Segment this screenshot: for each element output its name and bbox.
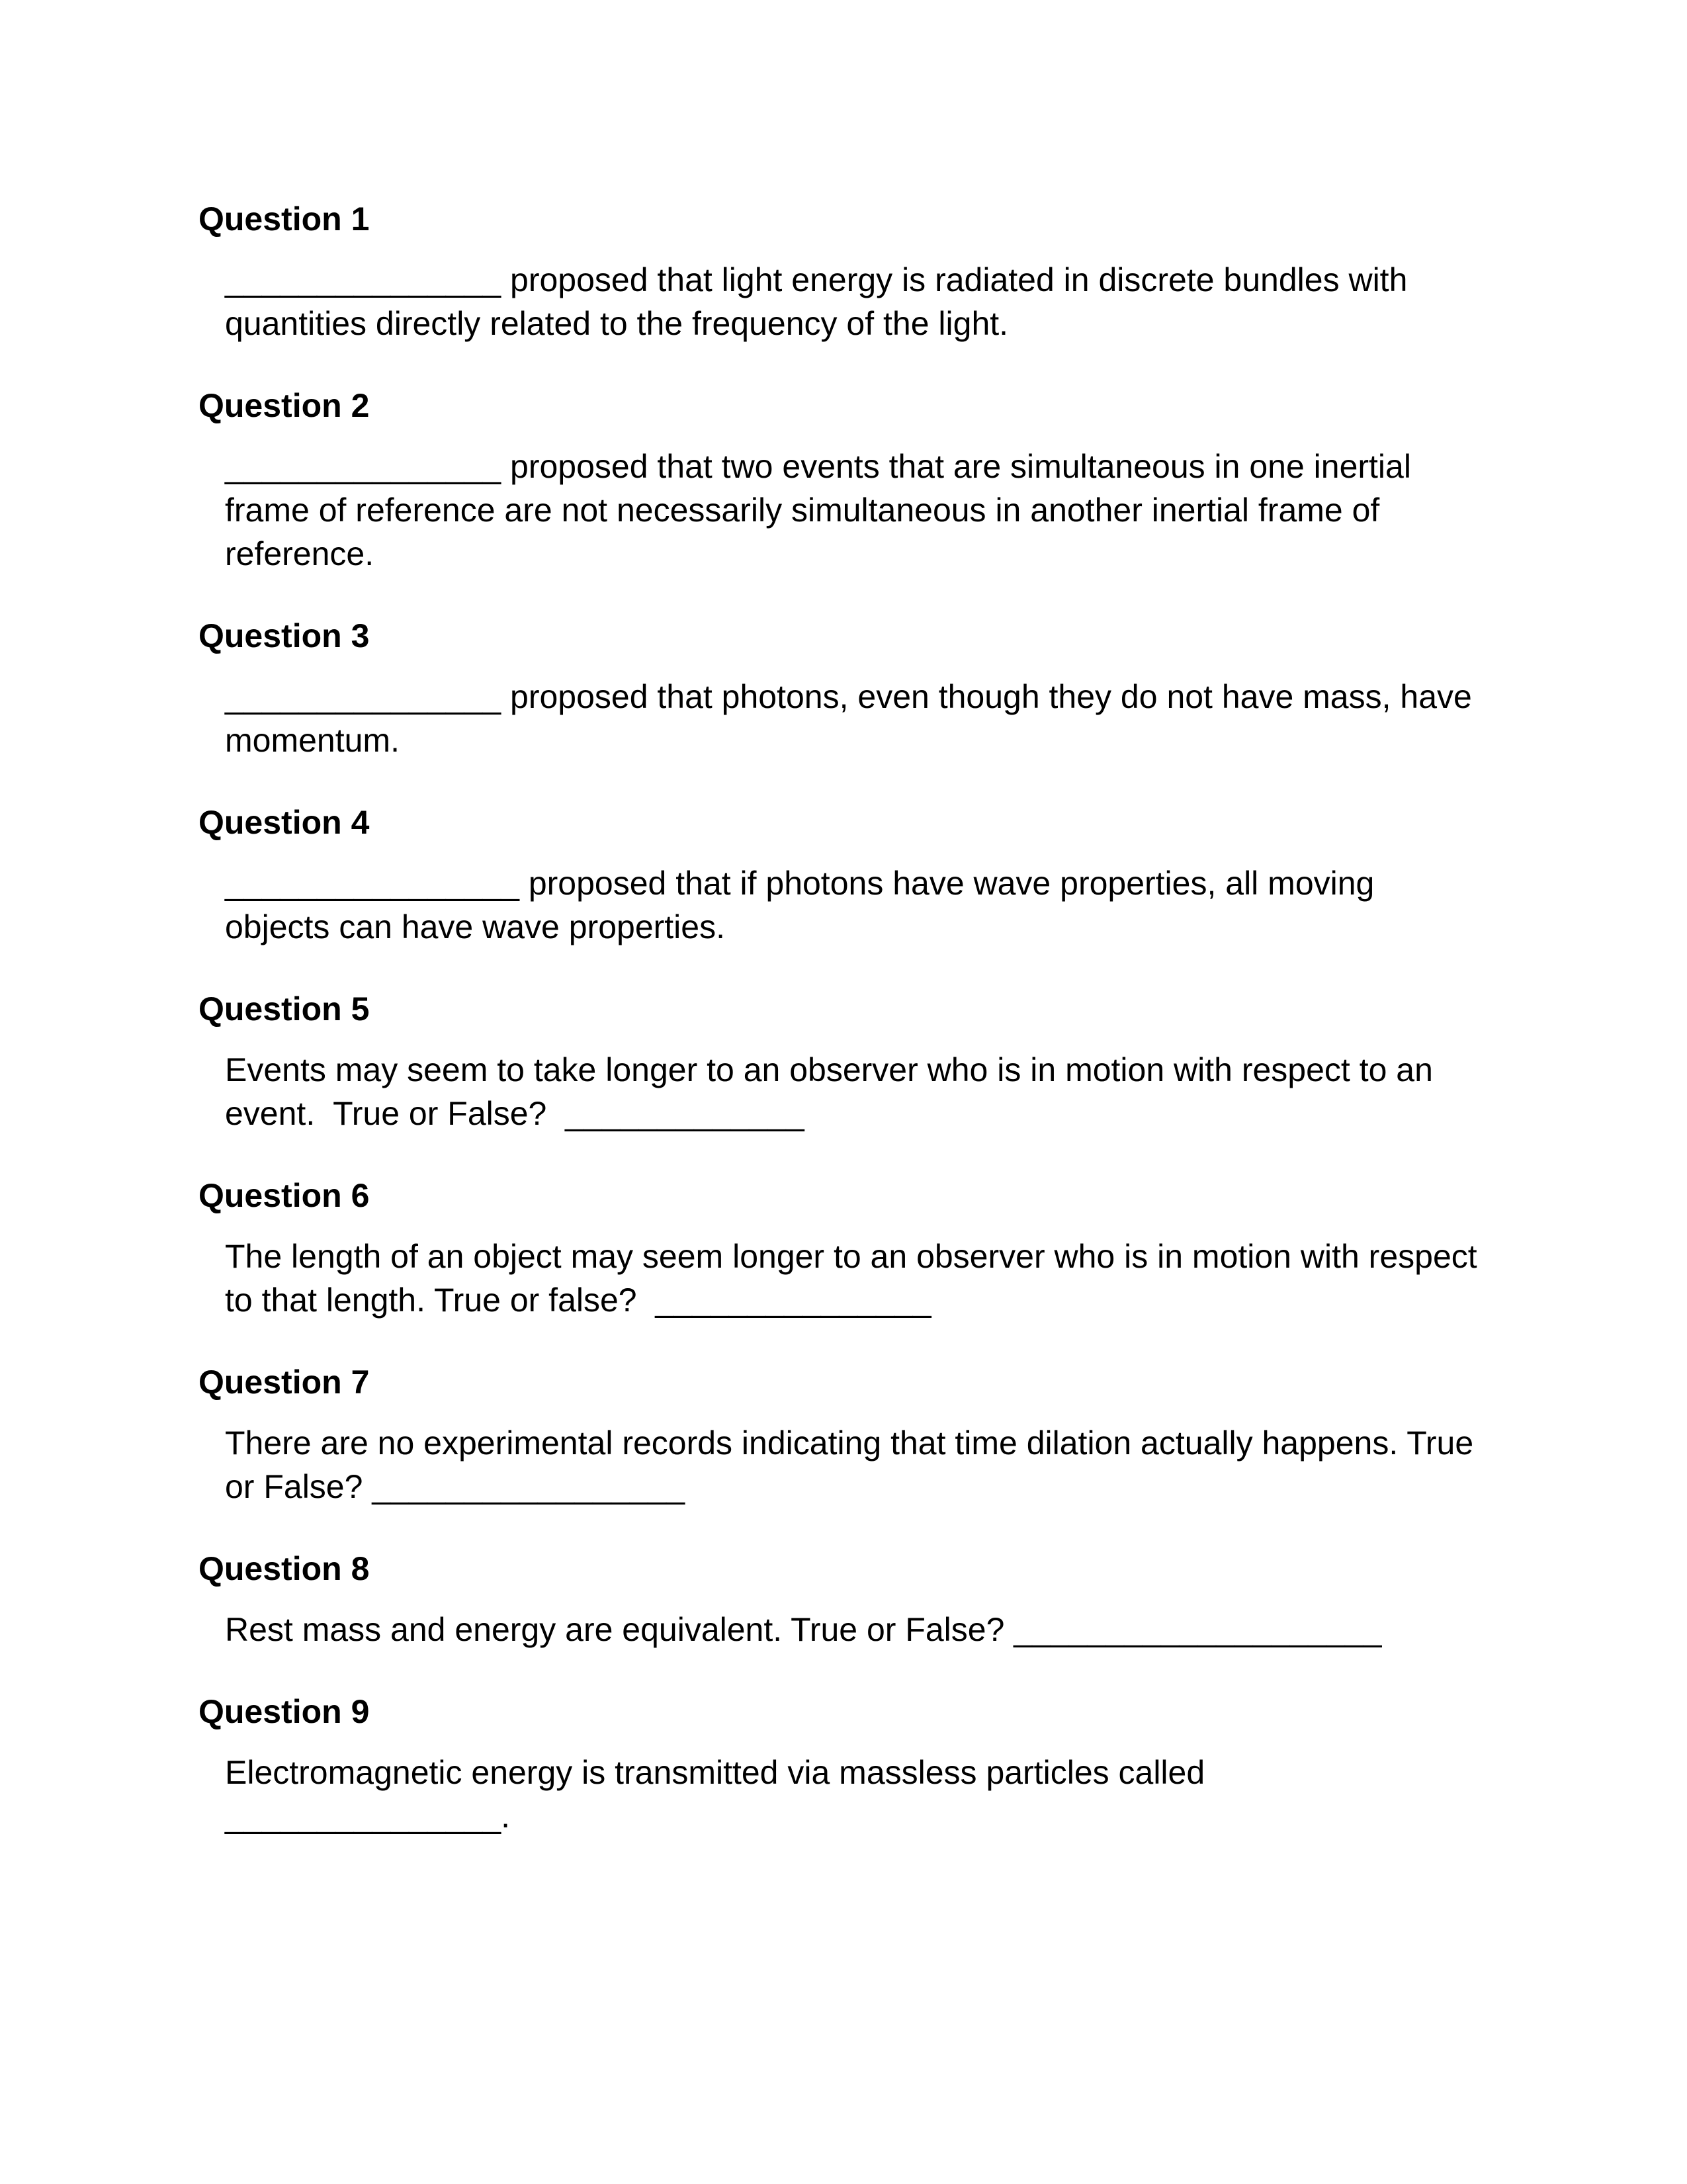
question-9 (198, 1691, 1495, 1838)
question-text: _______________ proposed that photons, even though they do not have mass, have momentum. (225, 678, 1472, 759)
question-title: Question 5 (198, 990, 370, 1027)
question-6 (198, 1175, 1495, 1322)
question-text: The length of an object may seem longer to an observer who is in motion with respect to that length. True or false? _______________ (225, 1238, 1477, 1319)
question-7 (198, 1362, 1495, 1508)
question-title: Question 6 (198, 1177, 370, 1214)
question-text: _______________ proposed that light energy is radiated in discrete bundles with quantities directly related to the frequency of the light. (225, 261, 1408, 342)
question-4 (198, 802, 1495, 949)
question-8 (198, 1548, 1495, 1651)
question-3 (198, 615, 1495, 762)
question-text: Events may seem to take longer to an observer who is in motion with respect to an event. True or False? _____________ (225, 1051, 1433, 1132)
question-1 (198, 198, 1495, 345)
question-5 (198, 988, 1495, 1135)
question-title: Question 8 (198, 1550, 370, 1587)
question-title: Question 2 (198, 387, 370, 424)
question-2 (198, 385, 1495, 576)
question-text: There are no experimental records indicating that time dilation actually happens. True or False? _________________ (225, 1424, 1474, 1505)
question-title: Question 4 (198, 804, 370, 841)
question-title: Question 9 (198, 1693, 370, 1730)
question-text: ________________ proposed that if photons have wave properties, all moving objects can have wave properties. (225, 865, 1375, 945)
question-title: Question 7 (198, 1364, 370, 1401)
question-text: _______________ proposed that two events that are simultaneous in one inertial frame of reference are not necessarily simultaneous in another inertial frame of reference. (225, 448, 1411, 572)
question-title: Question 1 (198, 200, 370, 238)
question-title: Question 3 (198, 617, 370, 654)
question-text: Rest mass and energy are equivalent. True or False? ____________________ (225, 1611, 1382, 1648)
question-text: Electromagnetic energy is transmitted via massless particles called _______________. (225, 1754, 1205, 1835)
worksheet (198, 198, 1495, 1878)
